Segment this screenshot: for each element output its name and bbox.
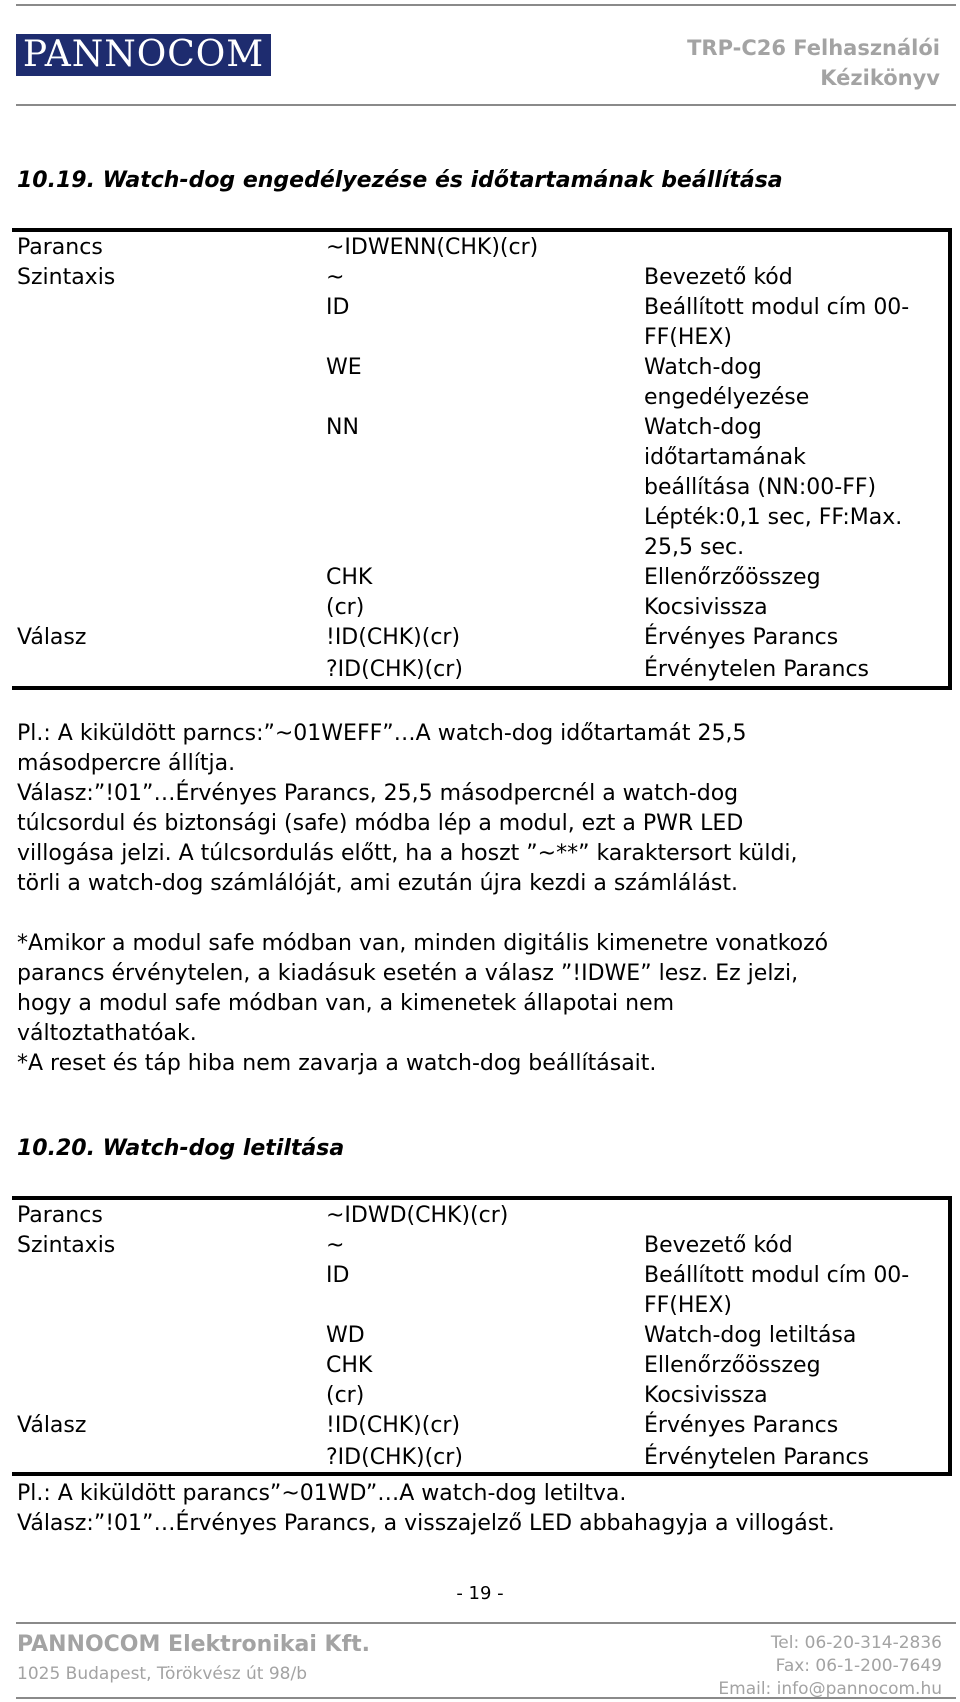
- valasz-err-desc: Érvénytelen Parancs: [644, 1445, 869, 1470]
- syntax-desc: Lépték:0,1 sec, FF:Max.: [644, 505, 903, 530]
- syntax-desc: 25,5 sec.: [644, 535, 745, 560]
- footer-contact: [718, 1632, 942, 1701]
- text-line: változtathatóak.: [17, 1021, 197, 1046]
- syntax-code: ID: [326, 1263, 350, 1288]
- text-line: törli a watch-dog számlálóját, ami ezután újra kezdi a számlálást.: [17, 871, 739, 896]
- document-title-line1: TRP-C26 Felhasználói: [687, 36, 940, 60]
- text-line: *A reset és táp hiba nem zavarja a watch-dog beállításait.: [17, 1051, 657, 1076]
- header-top-rule: [16, 4, 956, 6]
- syntax-code: CHK: [326, 565, 373, 590]
- footer-bottom-rule: [16, 1697, 956, 1699]
- header-bottom-rule: [16, 104, 956, 106]
- syntax-desc: Kocsivissza: [644, 595, 768, 620]
- syntax-code: ~: [326, 1233, 345, 1258]
- syntax-code: CHK: [326, 1353, 373, 1378]
- valasz-err-code: ?ID(CHK)(cr): [326, 1445, 463, 1470]
- parancs-value: ~IDWD(CHK)(cr): [326, 1203, 509, 1228]
- syntax-desc: beállítása (NN:00-FF): [644, 475, 877, 500]
- syntax-desc: Kocsivissza: [644, 1383, 768, 1408]
- syntax-code: WD: [326, 1323, 365, 1348]
- footer-address: 1025 Budapest, Törökvész út 98/b: [17, 1664, 308, 1684]
- footer-email: Email: info@pannocom.hu: [718, 1679, 942, 1699]
- syntax-desc: Ellenőrzőösszeg: [644, 565, 821, 590]
- text-line: Pl.: A kiküldött parncs:”~01WEFF”…A watch-dog időtartamát 25,5: [17, 721, 747, 746]
- syntax-desc: FF(HEX): [644, 325, 732, 350]
- text-line: Pl.: A kiküldött parancs”~01WD”…A watch-dog letiltva.: [17, 1481, 627, 1506]
- szintaxis-label: Szintaxis: [17, 1233, 116, 1258]
- valasz-ok-desc: Érvényes Parancs: [644, 625, 839, 650]
- text-line: túlcsordul és biztonsági (safe) módba lép a modul, ezt a PWR LED: [17, 811, 744, 836]
- syntax-code: NN: [326, 415, 359, 440]
- document-title-line2: Kézikönyv: [820, 66, 940, 90]
- syntax-desc: Ellenőrzőösszeg: [644, 1353, 821, 1378]
- parancs-label: Parancs: [17, 235, 103, 260]
- valasz-label: Válasz: [17, 625, 87, 650]
- text-line: Válasz:”!01”…Érvényes Parancs, 25,5 másodpercnél a watch-dog: [17, 781, 739, 806]
- syntax-desc: Beállított modul cím 00-: [644, 295, 910, 320]
- syntax-code: (cr): [326, 595, 365, 620]
- syntax-desc: Bevezető kód: [644, 265, 793, 290]
- syntax-desc: Beállított modul cím 00-: [644, 1263, 910, 1288]
- syntax-code: ~: [326, 265, 345, 290]
- syntax-desc: FF(HEX): [644, 1293, 732, 1318]
- footer-company-name: PANNOCOM Elektronikai Kft.: [17, 1632, 371, 1657]
- page-number: - 19 -: [456, 1583, 504, 1604]
- syntax-desc: Watch-dog: [644, 355, 762, 380]
- valasz-label: Válasz: [17, 1413, 87, 1438]
- syntax-code: (cr): [326, 1383, 365, 1408]
- pannocom-logo: PANNOCOM: [16, 34, 271, 76]
- text-line: Válasz:”!01”…Érvényes Parancs, a visszajelző LED abbahagyja a villogást.: [17, 1511, 835, 1536]
- text-line: parancs érvénytelen, a kiadásuk esetén a válasz ”!IDWE” lesz. Ez jelzi,: [17, 961, 799, 986]
- valasz-err-code: ?ID(CHK)(cr): [326, 657, 463, 682]
- document-title: [640, 33, 940, 93]
- parancs-label: Parancs: [17, 1203, 103, 1228]
- footer-tel: Tel: 06-20-314-2836: [770, 1633, 942, 1653]
- parancs-value: ~IDWENN(CHK)(cr): [326, 235, 539, 260]
- valasz-err-desc: Érvénytelen Parancs: [644, 657, 869, 682]
- syntax-desc: engedélyezése: [644, 385, 810, 410]
- syntax-code: WE: [326, 355, 362, 380]
- section-title-watchdog-enable: 10.19. Watch-dog engedélyezése és időtartamának beállítása: [17, 168, 783, 193]
- syntax-desc: időtartamának: [644, 445, 806, 470]
- text-line: *Amikor a modul safe módban van, minden digitális kimenetre vonatkozó: [17, 931, 829, 956]
- text-line: hogy a modul safe módban van, a kimenetek állapotai nem: [17, 991, 675, 1016]
- footer-fax: Fax: 06-1-200-7649: [775, 1656, 942, 1676]
- section-title-watchdog-disable: 10.20. Watch-dog letiltása: [17, 1136, 345, 1161]
- valasz-ok-desc: Érvényes Parancs: [644, 1413, 839, 1438]
- syntax-desc: Watch-dog letiltása: [644, 1323, 857, 1348]
- szintaxis-label: Szintaxis: [17, 265, 116, 290]
- syntax-code: ID: [326, 295, 350, 320]
- footer-top-rule: [16, 1622, 956, 1624]
- valasz-ok-code: !ID(CHK)(cr): [326, 1413, 461, 1438]
- text-line: villogása jelzi. A túlcsordulás előtt, ha a hoszt ”~**” karaktersort küldi,: [17, 841, 798, 866]
- valasz-ok-code: !ID(CHK)(cr): [326, 625, 461, 650]
- syntax-desc: Watch-dog: [644, 415, 762, 440]
- text-line: másodpercre állítja.: [17, 751, 236, 776]
- syntax-desc: Bevezető kód: [644, 1233, 793, 1258]
